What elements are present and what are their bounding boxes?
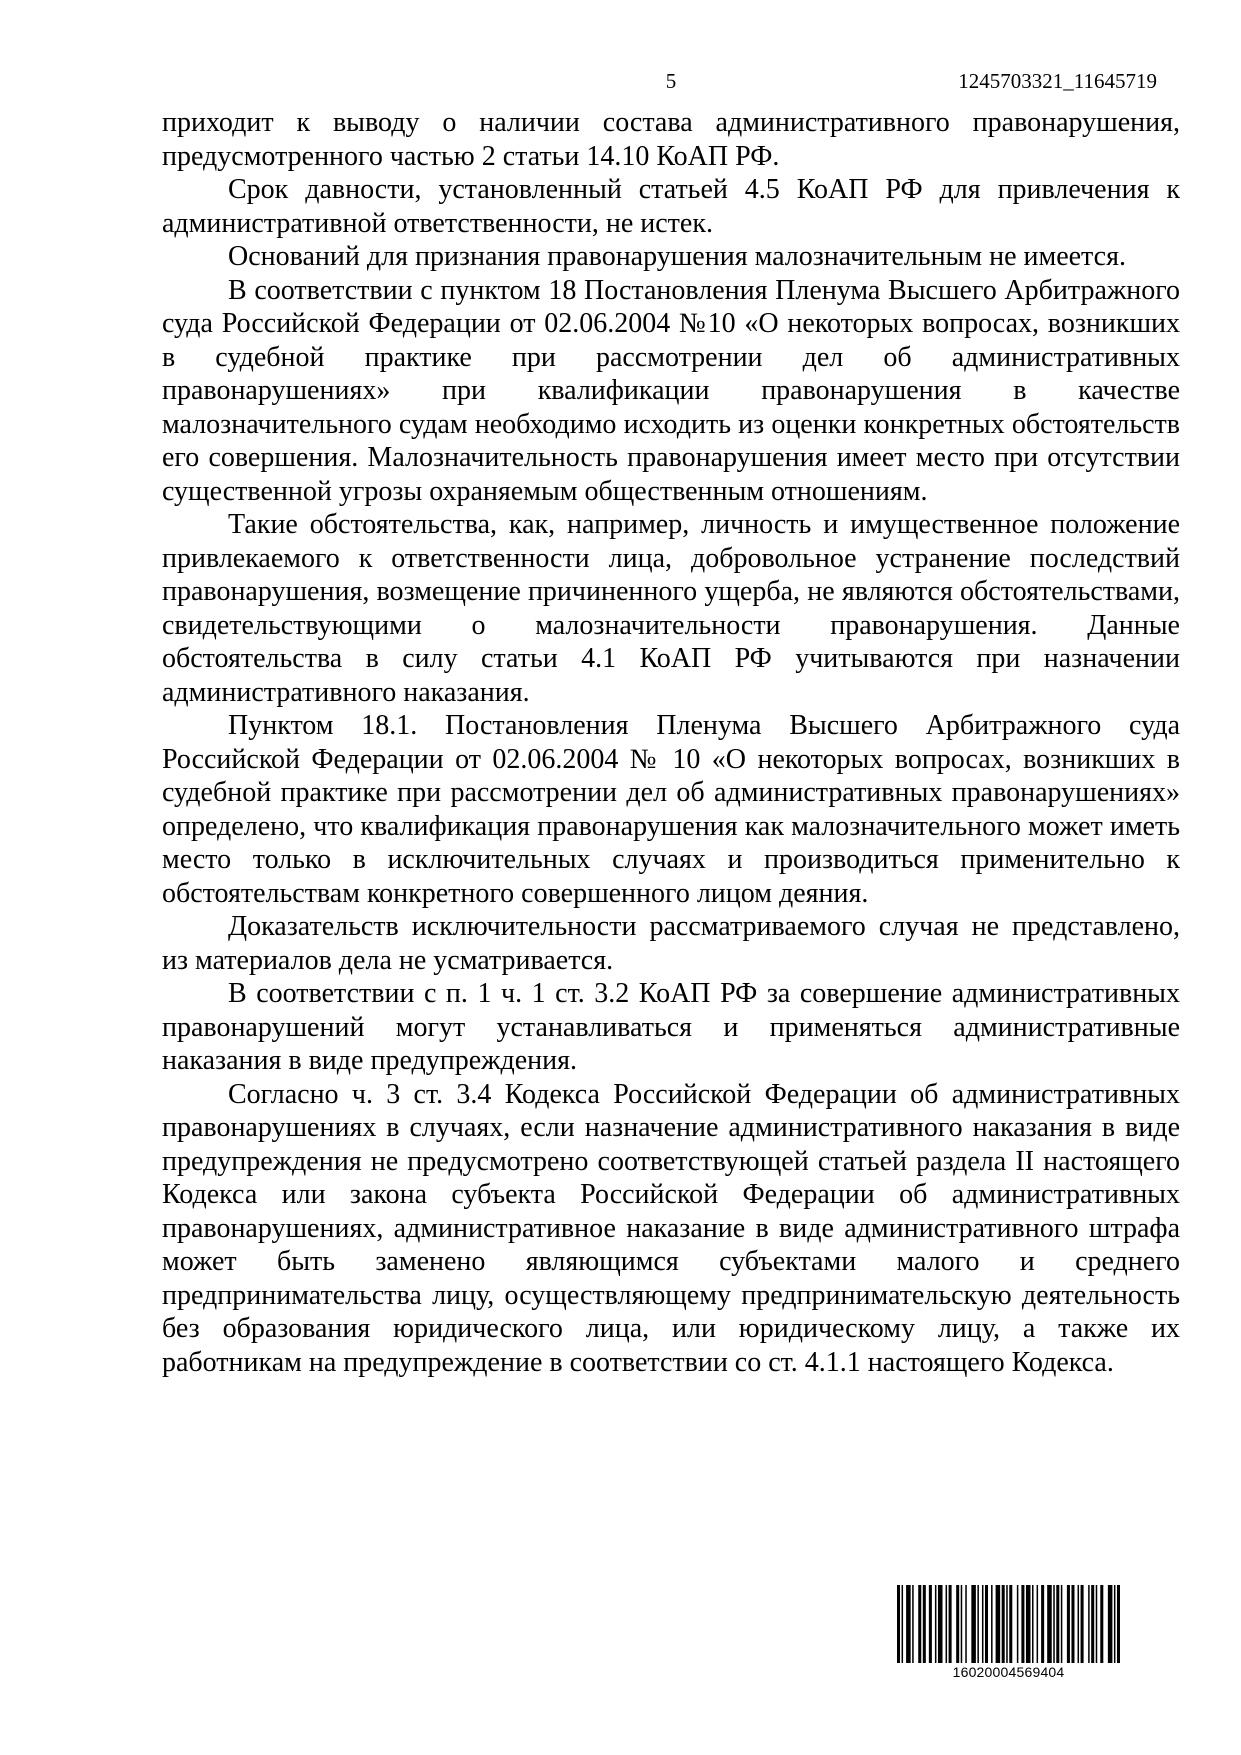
paragraph: приходит к выводу о наличии состава административного правонарушения, предусмотренного частью 2 статьи 14.10 КоАП РФ. <box>162 107 1180 172</box>
barcode-number: 16020004569404 <box>952 1664 1065 1680</box>
paragraph: Оснований для признания правонарушения малозначительным не имеется. <box>228 241 1126 272</box>
paragraph: Пунктом 18.1. Постановления Пленума Высшего Арбитражного суда Российской Федерации от 02.06.2004 № 10 «О некоторых вопросах, возникших в судебной практике при рассмотрении дел об административных правонарушениях» определено, что квалификация правонарушения как малозначительного может иметь место только в исключительных случаях и производиться применительно к обстоятельствам конкретного совершенного лицом деяния. <box>162 710 1180 909</box>
paragraph: В соответствии с пунктом 18 Постановления Пленума Высшего Арбитражного суда Российской Федерации от 02.06.2004 №10 «О некоторых вопросах, возникших в судебной практике при рассмотрении дел об административных правонарушениях» при квалификации правонарушения в качестве малозначительного судам необходимо исходить из оценки конкретных обстоятельств его совершения. Малозначительность правонарушения имеет место при отсутствии существенной угрозы охраняемым общественным отношениям. <box>162 274 1180 507</box>
page-number: 5 <box>665 69 677 93</box>
paragraph: Такие обстоятельства, как, например, личность и имущественное положение привлекаемого к ответственности лица, добровольное устранение последствий правонарушения, возмещение причиненного ущерба, не являются обстоятельствами, свидетельствующими о малозначительности правонарушения. Данные обстоятельства в силу статьи 4.1 КоАП РФ учитываются при назначении административного наказания. <box>162 509 1180 708</box>
document-id: 1245703321_11645719 <box>958 69 1157 93</box>
barcode <box>897 1585 1120 1680</box>
document-body <box>162 106 1180 1379</box>
paragraph: Доказательств исключительности рассматриваемого случая не представлено, из материалов дела не усматривается. <box>162 911 1180 976</box>
barcode-image <box>897 1585 1120 1663</box>
paragraph: В соответствии с п. 1 ч. 1 ст. 3.2 КоАП РФ за совершение административных правонарушений могут устанавливаться и применяться административные наказания в виде предупреждения. <box>162 978 1180 1076</box>
paragraph: Согласно ч. 3 ст. 3.4 Кодекса Российской Федерации об административных правонарушениях в случаях, если назначение административного наказания в виде предупреждения не предусмотрено соответствующей статьей раздела II настоящего Кодекса или закона субъекта Российской Федерации об административных правонарушениях, административное наказание в виде административного штрафа может быть заменено являющимся субъектами малого и среднего предпринимательства лицу, осуществляющему предпринимательскую деятельность без образования юридического лица, или юридическому лицу, а также их работникам на предупреждение в соответствии со ст. 4.1.1 настоящего Кодекса. <box>162 1078 1180 1378</box>
paragraph: Срок давности, установленный статьей 4.5 КоАП РФ для привлечения к административной ответственности, не истек. <box>162 174 1180 239</box>
page-header <box>162 70 1180 96</box>
